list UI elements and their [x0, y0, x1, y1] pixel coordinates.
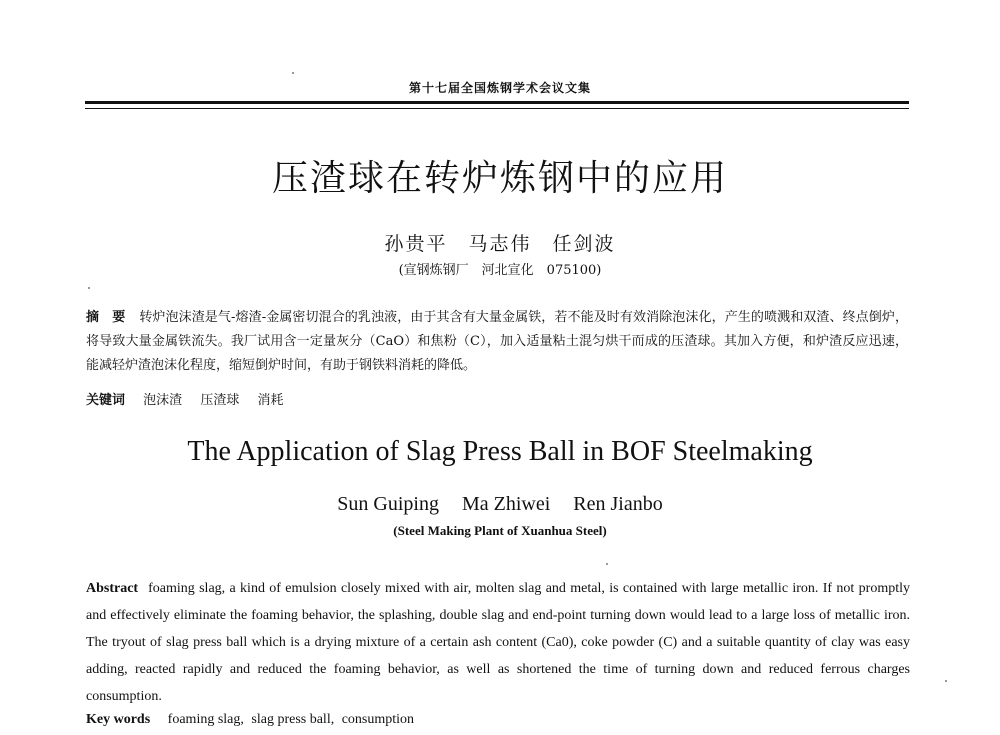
header-rule-thick [85, 101, 909, 104]
keyword-english: slag press ball, [251, 712, 335, 727]
author-name: Ren Jianbo [573, 493, 663, 515]
scan-speck [945, 680, 947, 682]
affiliation-english: (Steel Making Plant of Xuanhua Steel) [393, 523, 607, 538]
scan-speck [88, 287, 90, 289]
keyword-chinese: 压渣球 [200, 393, 240, 408]
keyword-chinese: 泡沫渣 [143, 393, 183, 408]
paper-title-chinese: 压渣球在转炉炼钢中的应用 [271, 158, 728, 199]
author-name: Ma Zhiwei [461, 493, 551, 515]
author-name: Sun Guiping [337, 493, 439, 515]
keywords-chinese-label: 关键词 [86, 393, 126, 408]
header-rule-thin [85, 108, 909, 109]
abstract-chinese-label: 摘 要 [86, 310, 126, 325]
keywords-english-label: Key words [86, 712, 151, 727]
scan-speck [606, 563, 608, 565]
running-header: 第十七届全国炼钢学术会议文集 [408, 81, 591, 95]
authors-english [0, 493, 1000, 516]
affiliation-chinese: (宣钢炼钢厂 河北宣化 075100) [398, 263, 602, 278]
authors-chinese: 孙贵平 马志伟 任剑波 [384, 233, 616, 255]
keyword-english: foaming slag, [167, 712, 244, 727]
abstract-english-text: foaming slag, a kind of emulsion closely mixed with air, molten slag and metal, is contained with large metallic iron. If not promptly and effectively eliminate the foaming behavior, the splashing, double slag and end-point turning down would lead to a large loss of metallic iron. The tryout of slag press ball which is a drying mixture of a certain ash content (Ca0), coke powder (C) and a suitable quantity of clay was easy adding, reacted rapidly and reduced the foaming behavior, as well as shortened the time of turning down and reduced ferrous charges consumption. [86, 581, 910, 704]
keywords-english [86, 709, 910, 731]
keyword-english: consumption [341, 712, 415, 727]
abstract-english-label: Abstract [86, 581, 139, 596]
keywords-chinese [86, 390, 908, 412]
scan-speck [292, 72, 294, 74]
keyword-chinese: 消耗 [257, 393, 284, 408]
paper-title-english: The Application of Slag Press Ball in BOF Steelmaking [187, 436, 813, 467]
abstract-chinese-text: 转炉泡沫渣是气-熔渣-金属密切混合的乳浊液，由于其含有大量金属铁，若不能及时有效消除泡沫化，产生的喷溅和双渣、终点倒炉，将导致大量金属铁流失。我厂试用含一定量灰分（CaO）和焦粉（C），加入适量粘土混匀烘干而成的压渣球。其加入方便，和炉渣反应迅速，能减轻炉渣泡沫化程度，缩短倒炉时间，有助于钢铁料消耗的降低。 [86, 310, 908, 373]
abstract-chinese [86, 306, 908, 378]
abstract-english [86, 575, 910, 710]
